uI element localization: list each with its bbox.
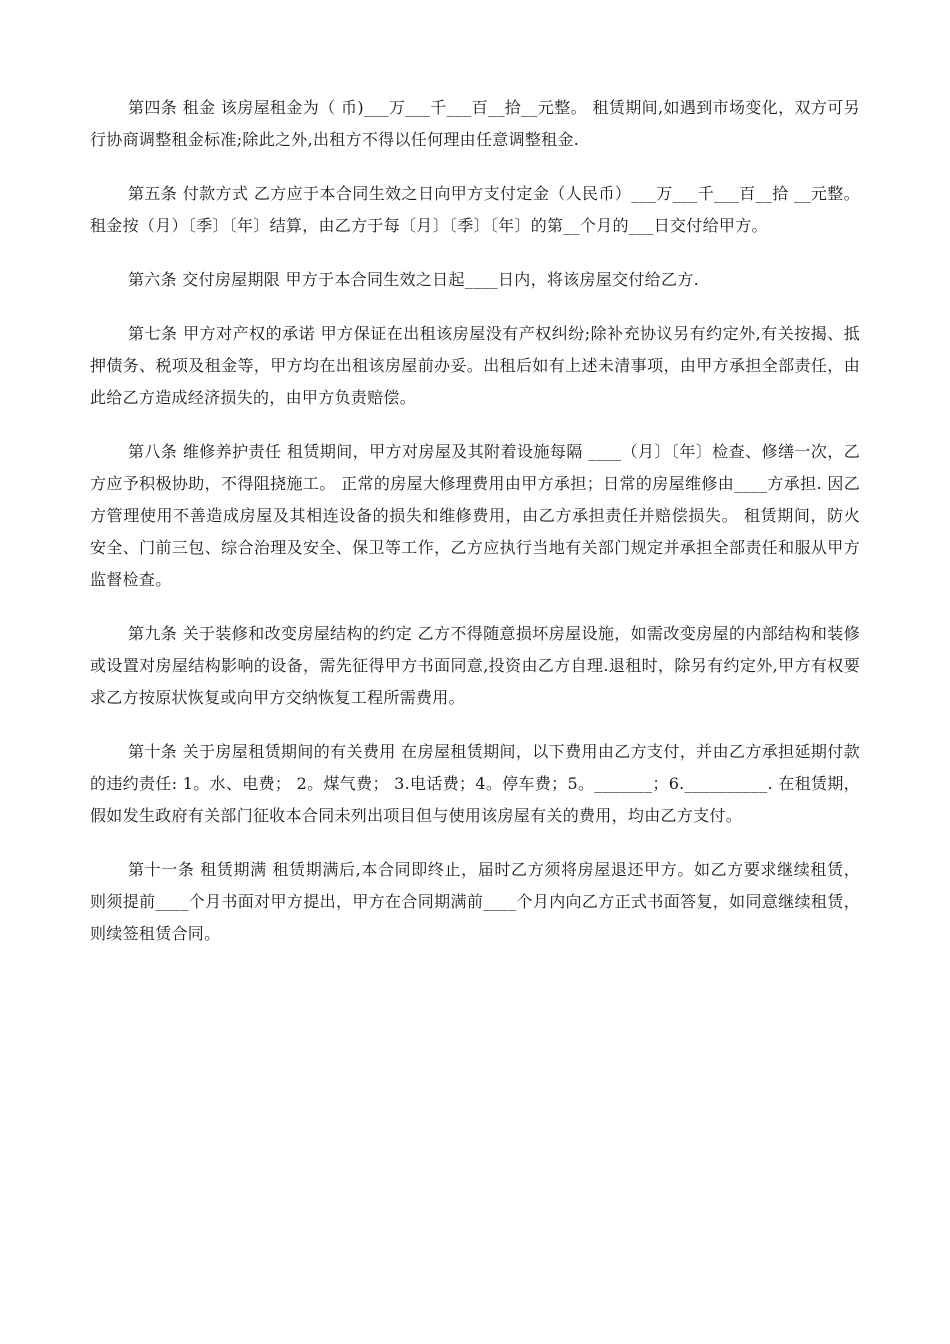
clause-4-rent: 第四条 租金 该房屋租金为（ 币)___万___千___百__拾__元整。 租赁期间,如遇到市场变化，双方可另行协商调整租金标准;除此之外,出租方不得以任何理由任意调整租金. [90,98,860,149]
clause-5-payment: 第五条 付款方式 乙方应于本合同生效之日向甲方支付定金（人民币）___万___千___百__拾 __元整。租金按（月）〔季〕〔年〕结算，由乙方于每〔月〕〔季〕〔年〕的第__个月的___日交付给甲方。 [90,184,860,235]
clause-9-renovation: 第九条 关于装修和改变房屋结构的约定 乙方不得随意损坏房屋设施，如需改变房屋的内部结构和装修或设置对房屋结构影响的设备，需先征得甲方书面同意,投资由乙方自理.退租时，除另有约定外,甲方有权要求乙方按原状恢复或向甲方交纳恢复工程所需费用。 [90,624,860,707]
contract-page [90,92,860,972]
clause-10-fees: 第十条 关于房屋租赁期间的有关费用 在房屋租赁期间，以下费用由乙方支付，并由乙方承担延期付款的违约责任: 1。水、电费； 2。煤气费； 3.电话费；4。停车费；5。_______；6.__________. 在租赁期，假如发生政府有关部门征收本合同未列出项目但与使用该房屋有关的费用，均由乙方支付。 [90,742,860,825]
clause-7-property-rights: 第七条 甲方对产权的承诺 甲方保证在出租该房屋没有产权纠纷;除补充协议另有约定外,有关按揭、抵押债务、税项及租金等，甲方均在出租该房屋前办妥。出租后如有上述未清事项，由甲方承担全部责任，由此给乙方造成经济损失的，由甲方负责赔偿。 [90,324,860,407]
clause-11-expiry: 第十一条 租赁期满 租赁期满后,本合同即终止，届时乙方须将房屋退还甲方。如乙方要求继续租赁，则须提前____个月书面对甲方提出，甲方在合同期满前____个月内向乙方正式书面答复，如同意继续租赁，则续签租赁合同。 [90,860,860,943]
clause-6-delivery: 第六条 交付房屋期限 甲方于本合同生效之日起____日内，将该房屋交付给乙方. [128,270,699,289]
clause-8-maintenance: 第八条 维修养护责任 租赁期间，甲方对房屋及其附着设施每隔 ____（月〕〔年〕检查、修缮一次，乙方应予积极协助，不得阻挠施工。 正常的房屋大修理费用由甲方承担；日常的房屋维修由____方承担. 因乙方管理使用不善造成房屋及其相连设备的损失和维修费用，由乙方承担责任并赔偿损失。 租赁期间，防火安全、门前三包、综合治理及安全、保卫等工作，乙方应执行当地有关部门规定并承担全部责任和服从甲方监督检查。 [90,442,860,589]
